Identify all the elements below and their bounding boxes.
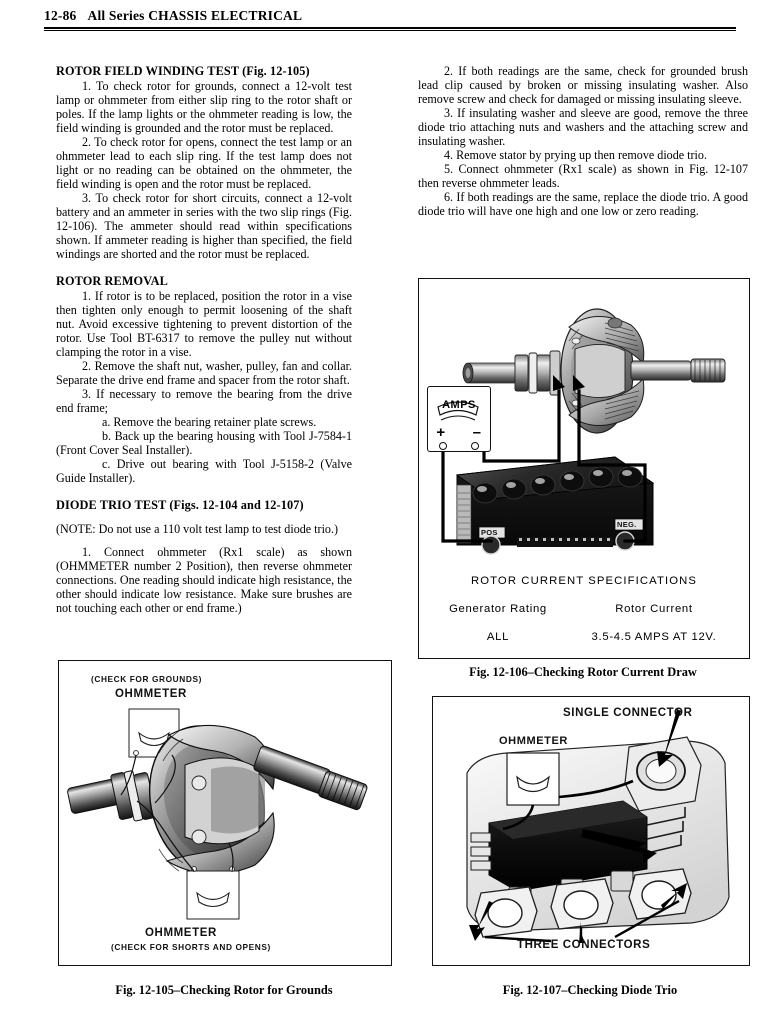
figure-12-105-caption: Fig. 12-105–Checking Rotor for Grounds bbox=[115, 983, 333, 997]
paragraph-l6: 3. If necessary to remove the bearing from the drive end frame; bbox=[56, 387, 352, 415]
amps-meter-minus-label: – bbox=[472, 424, 482, 441]
paragraph-note: (NOTE: Do not use a 110 volt test lamp to test diode trio.) bbox=[56, 522, 339, 536]
amps-meter-positive-terminal bbox=[439, 442, 447, 450]
amps-meter-negative-terminal bbox=[471, 442, 479, 450]
spec-col-rotor-current-header: Rotor Current bbox=[615, 603, 693, 615]
spec-cell-generator-rating: ALL bbox=[486, 631, 510, 643]
fig107-single-connector-label: SINGLE CONNECTOR bbox=[563, 707, 693, 719]
amps-meter-label: AMPS bbox=[442, 399, 476, 411]
amps-meter bbox=[427, 386, 491, 452]
paragraph-l6c: c. Drive out bearing with Tool J-5158-2 (Valve Guide Installer). bbox=[56, 457, 352, 485]
paragraph-l2: 2. To check rotor for opens, connect the test lamp or an ohmmeter lead to each slip ring. If the test lamp does not light or no reading can be obtained on the ohmmeter, the field winding is open and the rotor must be replaced. bbox=[56, 135, 352, 191]
fig105-top-ohmmeter-label: OHMMETER bbox=[115, 688, 187, 700]
page-title: All Series CHASSIS ELECTRICAL bbox=[87, 8, 303, 23]
figure-12-106 bbox=[418, 278, 750, 659]
heading-rotor-removal: ROTOR REMOVAL bbox=[56, 274, 168, 288]
spec-col-generator-rating-header: Generator Rating bbox=[449, 603, 547, 615]
figure-12-105 bbox=[58, 660, 392, 966]
paragraph-l1: 1. To check rotor for grounds, connect a 12-volt test lamp or ohmmeter from either slip ring to the rotor shaft or poles. If the lamp lights or the ohmmeter reading is low, the field winding is grounded and the rotor must be replaced. bbox=[56, 79, 352, 135]
fig107-ohmmeter-icon bbox=[507, 753, 559, 805]
single-connector-terminal bbox=[625, 737, 701, 811]
figure-12-107-caption: Fig. 12-107–Checking Diode Trio bbox=[502, 983, 678, 997]
fig107-ohmmeter-label: OHMMETER bbox=[499, 735, 568, 747]
paragraph-r3: 4. Remove stator by prying up then remove diode trio. bbox=[444, 148, 707, 162]
battery-neg-label: NEG. bbox=[617, 520, 637, 529]
paragraph-r4: 5. Connect ohmmeter (Rx1 scale) as shown in Fig. 12-107 then reverse ohmmeter leads. bbox=[418, 162, 748, 190]
figure-12-107-illustration bbox=[433, 697, 747, 963]
paragraph-l3: 3. To check rotor for short circuits, connect a 12-volt battery and an ammeter in series with the two slip rings (Fig. 12-106). The ammeter should read within specifications shown. If ammeter reading is higher than specified, the field windings are shorted and the rotor must be replaced. bbox=[56, 191, 352, 261]
paragraph-r2: 3. If insulating washer and sleeve are good, remove the three diode trio attaching nuts and washers and the attaching screw and insulating washer. bbox=[418, 106, 748, 148]
heading-diode-trio-test: DIODE TRIO TEST (Figs. 12-104 and 12-107) bbox=[56, 498, 304, 512]
battery-pos-label: POS bbox=[481, 528, 498, 537]
rotor-photo bbox=[463, 309, 725, 433]
fig107-three-connectors-label: THREE CONNECTORS bbox=[517, 939, 651, 951]
left-text-column bbox=[56, 64, 352, 615]
paragraph-l6a: a. Remove the bearing retainer plate screws. bbox=[102, 415, 317, 429]
fig105-bottom-ohmmeter-icon bbox=[187, 867, 239, 919]
spacer bbox=[56, 536, 352, 545]
spacer bbox=[56, 513, 352, 522]
paragraph-l4: 1. If rotor is to be replaced, position the rotor in a vise then tighten only enough to permit loosening of the shaft nut. Avoid excessive tightening to prevent distortion of the rotor. Use Tool BT-6317 to remove the pulley nut without clamping the rotor in a vise. bbox=[56, 289, 352, 359]
figure-12-105-illustration bbox=[59, 661, 389, 963]
paragraph-l6b: b. Back up the bearing housing with Tool J-7584-1 (Front Cover Seal Installer). bbox=[56, 429, 352, 457]
running-head-text bbox=[44, 8, 736, 24]
paragraph-r5: 6. If both readings are the same, replace the diode trio. A good diode trio will have one high and one low or zero reading. bbox=[418, 190, 748, 218]
right-text-column bbox=[418, 64, 748, 218]
spacer bbox=[56, 485, 352, 498]
figure-12-107 bbox=[432, 696, 750, 966]
spec-cell-rotor-current: 3.5-4.5 AMPS AT 12V. bbox=[591, 631, 717, 643]
page-number: 12-86 bbox=[44, 8, 77, 23]
fig105-rotor-photo bbox=[67, 714, 368, 889]
paragraph-l5: 2. Remove the shaft nut, washer, pulley, fan and collar. Separate the drive end frame and spacer from the rotor shaft. bbox=[56, 359, 352, 387]
spec-table-title: ROTOR CURRENT SPECIFICATIONS bbox=[470, 575, 697, 587]
paragraph-r1: 2. If both readings are the same, check for grounded brush lead clip caused by broken or missing insulating washer. Also remove screw and check for damaged or missing insulating sleeve. bbox=[418, 64, 748, 106]
fig105-bottom-ohmmeter-label: OHMMETER bbox=[145, 927, 217, 939]
amps-meter-plus-label: + bbox=[436, 424, 446, 441]
heading-rotor-field-winding-test: ROTOR FIELD WINDING TEST (Fig. 12-105) bbox=[56, 64, 310, 78]
spacer bbox=[56, 261, 352, 274]
running-head bbox=[44, 8, 736, 31]
fig105-check-for-grounds-note: (CHECK FOR GROUNDS) bbox=[91, 674, 202, 684]
header-rule bbox=[44, 27, 736, 31]
figure-12-106-caption: Fig. 12-106–Checking Rotor Current Draw bbox=[469, 665, 697, 679]
paragraph-l8: 1. Connect ohmmeter (Rx1 scale) as shown (OHMMETER number 2 Position), then reverse ohmmeter connections. One reading should indicate high resistance, the other should indicate low resistance. Make sure brushes are not touching each other or end frame.) bbox=[56, 545, 352, 615]
fig105-check-for-shorts-note: (CHECK FOR SHORTS AND OPENS) bbox=[111, 942, 271, 952]
